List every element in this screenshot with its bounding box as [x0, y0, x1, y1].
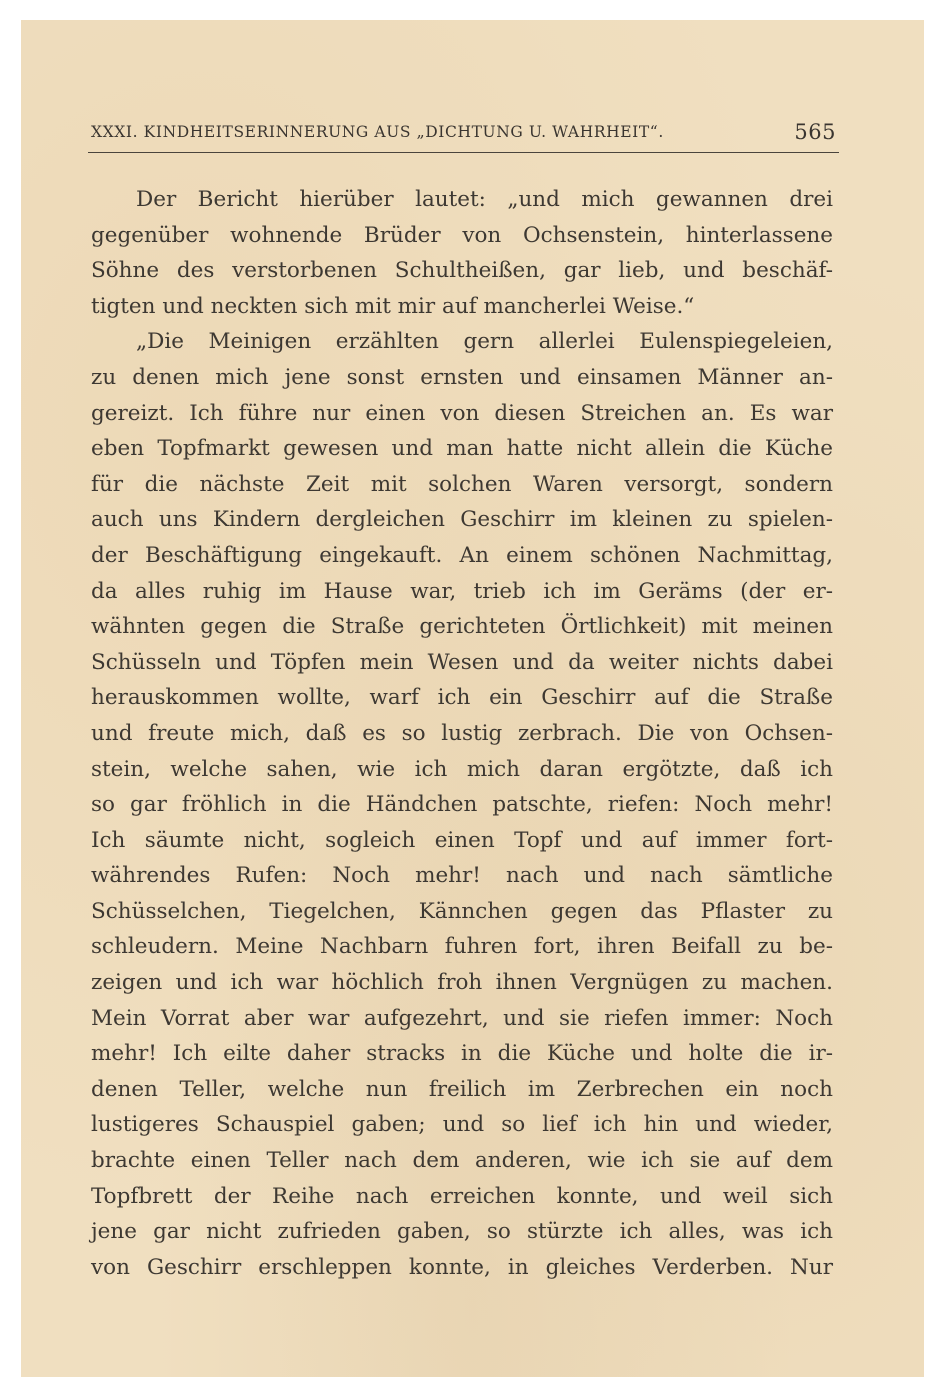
header-title: XXXI. KINDHEITSERINNERUNG AUS „DICHTUNG U. WAHRHEIT“.: [91, 123, 664, 141]
text-line: herauskommen wollte, warf ich ein Geschirr auf die Straße: [91, 685, 833, 711]
text-line: eben Topfmarkt gewesen und man hatte nicht allein die Küche: [91, 436, 833, 462]
text-line: „Die Meinigen erzählten gern allerlei Eulenspiegeleien,: [136, 329, 833, 355]
page-number: 565: [794, 120, 836, 144]
text-line: lustigeres Schauspiel gaben; und so lief ich hin und wieder,: [91, 1112, 833, 1138]
text-line: stein, welche sahen, wie ich mich daran ergötzte, daß ich: [91, 756, 833, 782]
text-line: gereizt. Ich führe nur einen von diesen Streichen an. Es war: [91, 400, 833, 426]
text-line: wähnten gegen die Straße gerichteten Örtlichkeit) mit meinen: [91, 614, 833, 640]
text-line: Söhne des verstorbenen Schultheißen, gar lieb, und beschäf-: [91, 258, 833, 284]
text-line: Mein Vorrat aber war aufgezehrt, und sie riefen immer: Noch: [91, 1005, 833, 1031]
text-line: währendes Rufen: Noch mehr! nach und nach sämtliche: [91, 863, 833, 889]
text-line: da alles ruhig im Hause war, trieb ich im Geräms (der er-: [91, 578, 833, 604]
text-line: Schüsselchen, Tiegelchen, Kännchen gegen das Pflaster zu: [91, 898, 833, 924]
text-line: denen Teller, welche nun freilich im Zerbrechen ein noch: [91, 1076, 833, 1102]
text-line: Der Bericht hierüber lautet: „und mich gewannen drei: [136, 187, 833, 212]
text-line: jene gar nicht zufrieden gaben, so stürzte ich alles, was ich: [91, 1219, 833, 1245]
text-line: schleudern. Meine Nachbarn fuhren fort, ihren Beifall zu be-: [91, 934, 833, 960]
text-line: mehr! Ich eilte daher stracks in die Küche und holte die ir-: [91, 1041, 833, 1067]
text-line: für die nächste Zeit mit solchen Waren versorgt, sondern: [91, 471, 833, 497]
header-rule: [88, 152, 839, 153]
text-line: tigten und neckten sich mit mir auf mancherlei Weise.“: [91, 293, 695, 319]
running-header: [91, 120, 838, 150]
text-line: von Geschirr erschleppen konnte, in gleiches Verderben. Nur: [91, 1254, 833, 1280]
text-line: zu denen mich jene sonst ernsten und einsamen Männer an-: [91, 364, 833, 390]
body-text: [91, 182, 833, 1285]
text-line: Topfbrett der Reihe nach erreichen konnte, und weil sich: [91, 1183, 833, 1209]
text-line: auch uns Kindern dergleichen Geschirr im kleinen zu spielen-: [91, 507, 833, 533]
text-line: und freute mich, daß es so lustig zerbrach. Die von Ochsen-: [91, 720, 833, 746]
text-line: so gar fröhlich in die Händchen patschte, riefen: Noch mehr!: [91, 792, 833, 818]
text-line: brachte einen Teller nach dem anderen, wie ich sie auf dem: [91, 1148, 833, 1174]
text-line: zeigen und ich war höchlich froh ihnen Vergnügen zu machen.: [91, 970, 833, 996]
text-line: Schüsseln und Töpfen mein Wesen und da weiter nichts dabei: [91, 649, 833, 675]
text-line: Ich säumte nicht, sogleich einen Topf und auf immer fort-: [91, 827, 833, 853]
text-line: gegenüber wohnende Brüder von Ochsenstein, hinterlassene: [91, 222, 833, 248]
text-line: der Beschäftigung eingekauft. An einem schönen Nachmittag,: [91, 542, 833, 568]
